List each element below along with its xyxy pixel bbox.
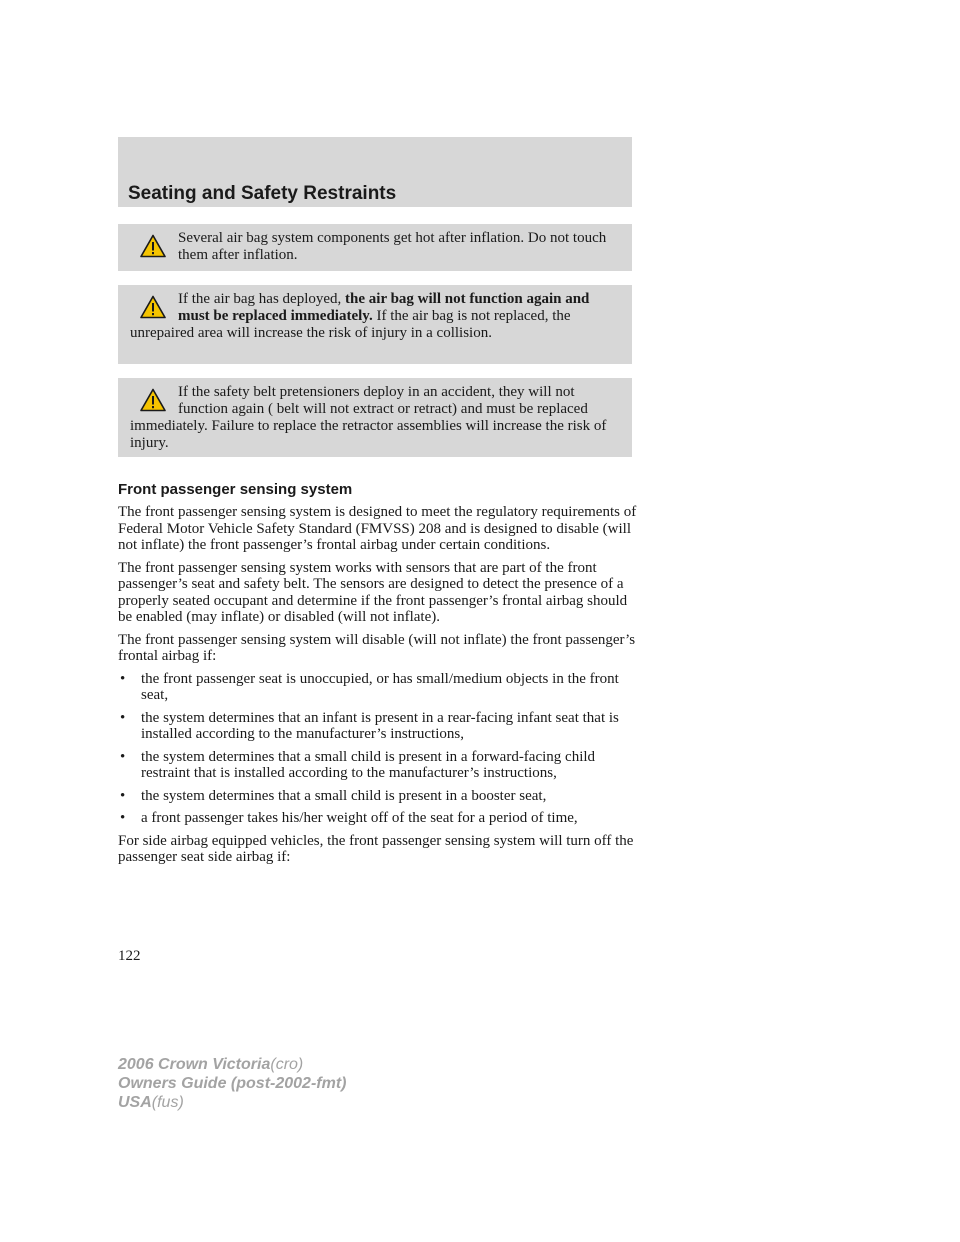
warning-box-pretensioners bbox=[118, 378, 632, 457]
footer-line: USA(fus) bbox=[118, 1094, 184, 1111]
bullet: • bbox=[120, 787, 126, 804]
section-heading: Front passenger sensing system bbox=[118, 481, 353, 498]
paragraph: The front passenger sensing system is designed to meet the regulatory requirements of Federal Motor Vehicle Safety Standard (FMVSS) 208 and is designed to disable (will not inflate) the front passenger’s frontal airbag under certain conditions. bbox=[118, 504, 637, 553]
footer-line: Owners Guide (post-2002-fmt) bbox=[118, 1075, 347, 1092]
paragraph: The front passenger sensing system works with sensors that are part of the front passenger’s seat and safety belt. The sensors are designed to detect the presence of a properly seated occupant and determine if the front passenger’s frontal airbag should be enabled (may inflate) or disabled (will not inflate). bbox=[118, 559, 628, 625]
warning-triangle-icon bbox=[140, 291, 166, 319]
warning-triangle-icon bbox=[140, 384, 166, 412]
paragraph: The front passenger sensing system will disable (will not inflate) the front passenger’s frontal airbag if: bbox=[118, 631, 636, 664]
bullet: • bbox=[120, 810, 126, 826]
bullet: • bbox=[120, 709, 126, 726]
footer-line: 2006 Crown Victoria(cro) bbox=[118, 1056, 304, 1073]
bullet: • bbox=[120, 670, 126, 687]
warning-text: If the safety belt pretensioners deploy in an accident, they will not function again ( belt will not extract or retract) and must be replaced immediately. Failure to replace the retractor assemblies will increase the risk of injury. bbox=[130, 384, 607, 451]
warning-box-air-bag-deployed bbox=[118, 285, 632, 364]
warning-emphasis: the air bag will not function again and must be replaced immediately. bbox=[178, 291, 590, 324]
condition-list bbox=[118, 671, 638, 827]
main-content bbox=[118, 481, 638, 872]
warning-triangle-icon bbox=[140, 230, 166, 258]
list-item: • a front passenger takes his/her weight off of the seat for a period of time, bbox=[120, 810, 578, 826]
page-number: 122 bbox=[118, 948, 141, 964]
list-item: • the front passenger seat is unoccupied, or has small/medium objects in the front seat, bbox=[120, 670, 619, 703]
page-title: Seating and Safety Restraints bbox=[128, 183, 397, 204]
list-item: • the system determines that a small child is present in a forward-facing child restraint that is installed according to the manufacturer’s instructions, bbox=[120, 748, 596, 781]
warning-text: If the air bag has deployed, the air bag will not function again and must be replaced immediately. If the air bag is not replaced, the unrepaired area will increase the risk of injury in a collision. bbox=[130, 291, 590, 341]
warning-box-hot-components bbox=[118, 224, 632, 271]
list-item: • the system determines that an infant is present in a rear-facing infant seat that is installed according to the manufacturer’s instructions, bbox=[120, 709, 619, 742]
bullet: • bbox=[120, 748, 126, 765]
document-footer bbox=[118, 1055, 346, 1112]
paragraph: For side airbag equipped vehicles, the front passenger sensing system will turn off the passenger seat side airbag if: bbox=[118, 832, 634, 865]
section-header-band bbox=[118, 137, 632, 207]
warning-text: Several air bag system components get hot after inflation. Do not touch them after inflation. bbox=[178, 230, 607, 263]
list-item: • the system determines that a small child is present in a booster seat, bbox=[120, 787, 547, 804]
